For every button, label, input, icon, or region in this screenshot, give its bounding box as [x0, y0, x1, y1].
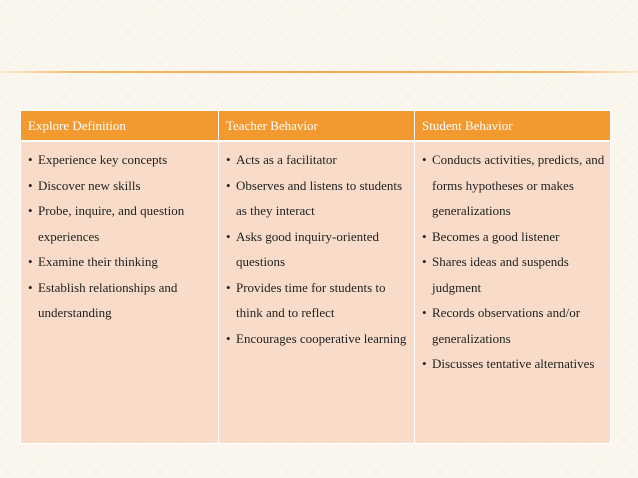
list-item: • Acts as a facilitator	[226, 147, 410, 173]
list-item: • Shares ideas and suspends judgment	[422, 249, 606, 300]
teacher-behavior-cell	[219, 141, 415, 444]
student-behavior-cell	[415, 141, 611, 444]
list-item: • Provides time for students to think and to reflect	[226, 275, 410, 326]
decorative-top-rule	[0, 71, 638, 73]
header-student-behavior: Student Behavior	[415, 111, 611, 142]
list-item: • Discusses tentative alternatives	[422, 351, 606, 377]
explore-definition-cell	[21, 141, 219, 444]
table-header-row	[21, 111, 611, 142]
list-item: • Probe, inquire, and question experiences	[28, 198, 214, 249]
list-item: • Observes and listens to students as they interact	[226, 173, 410, 224]
list-item: • Examine their thinking	[28, 249, 214, 275]
list-item: • Experience key concepts	[28, 147, 214, 173]
list-item: • Becomes a good listener	[422, 224, 606, 250]
list-item: • Discover new skills	[28, 173, 214, 199]
list-item: • Records observations and/or generalizations	[422, 300, 606, 351]
table-body-row	[21, 141, 611, 444]
explore-behavior-table	[20, 110, 611, 444]
list-item: • Conducts activities, predicts, and forms hypotheses or makes generalizations	[422, 147, 606, 224]
explore-definition-list	[28, 147, 214, 326]
teacher-behavior-list	[226, 147, 410, 351]
header-explore-definition: Explore Definition	[21, 111, 219, 142]
student-behavior-list	[422, 147, 606, 377]
header-teacher-behavior: Teacher Behavior	[219, 111, 415, 142]
list-item: • Establish relationships and understanding	[28, 275, 214, 326]
list-item: • Encourages cooperative learning	[226, 326, 410, 352]
list-item: • Asks good inquiry-oriented questions	[226, 224, 410, 275]
